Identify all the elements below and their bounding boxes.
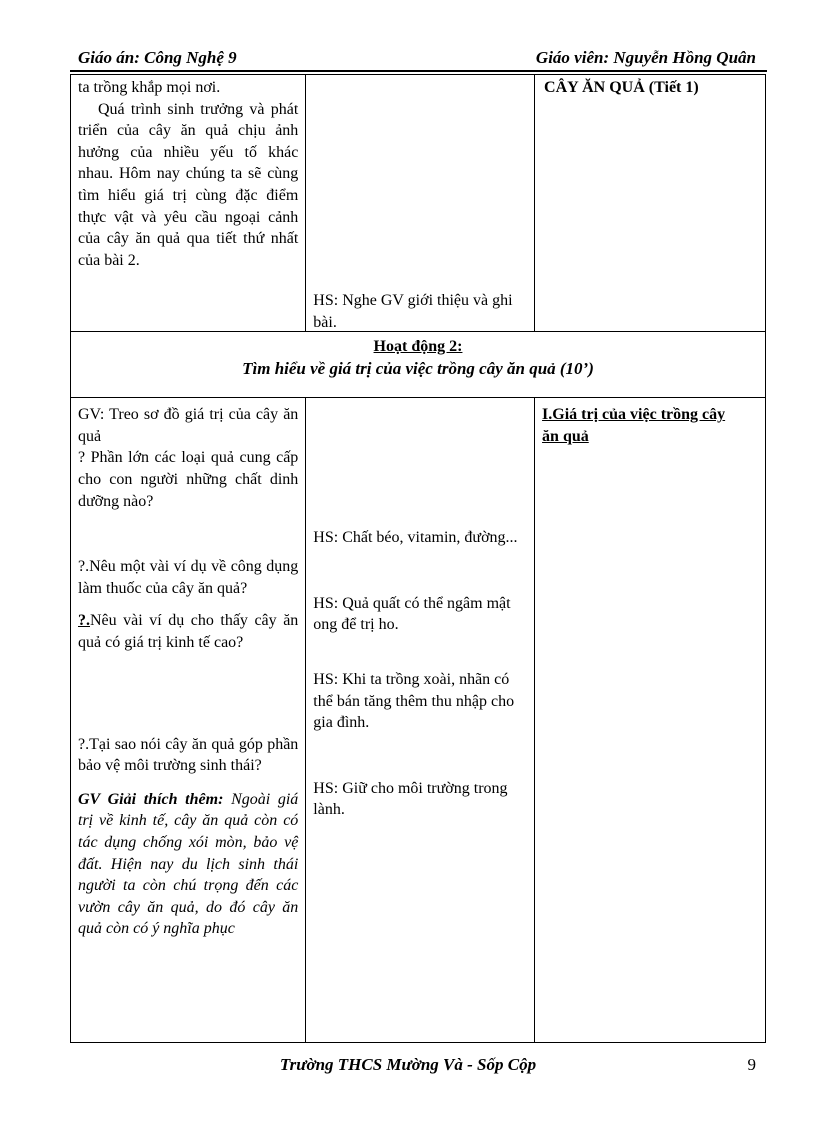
teacher-activity-cell	[71, 75, 306, 332]
intro-paragraph: Quá trình sinh trưởng và phát triển của cây ăn quả chịu ảnh hưởng của nhiều yếu tố khác nhau. Hôm nay chúng ta sẽ cùng tìm hiểu giá trị cùng đặc điểm thực vật và yêu cầu ngoại cảnh của cây ăn quả qua tiết thứ nhất của bài 2.	[78, 100, 299, 269]
student-activity-cell	[306, 75, 535, 332]
header-teacher: Giáo viên: Nguyễn Hồng Quân	[535, 48, 756, 67]
teacher-note-label: GV Giải thích thêm:	[78, 790, 224, 808]
question-3	[78, 610, 298, 653]
student-activity-cell	[306, 398, 535, 1043]
answer-2: HS: Quả quất có thể ngâm mật ong để trị ho.	[313, 594, 511, 634]
teacher-note-text: Ngoài giá trị về kinh tế, cây ăn quả còn có tác dụng chống xói mòn, bảo vệ đất. Hiện nay du lịch sinh thái người ta còn chú trọng đến các vườn cây ăn quả, do đó cây ăn quả còn có ý nghĩa phục	[78, 790, 299, 938]
content-cell	[535, 75, 766, 332]
answer-4: HS: Giữ cho môi trường trong lành.	[313, 779, 508, 819]
footer-school: Trường THCS Mường Và - Sốp Cộp	[279, 1055, 537, 1074]
question-1: ? Phần lớn các loại quả cung cấp cho con người những chất dinh dưỡng nào?	[78, 449, 299, 510]
table-row	[71, 75, 766, 332]
activity-header	[71, 332, 766, 398]
page-number: 9	[747, 1055, 756, 1074]
question-3-text: Nêu vài ví dụ cho thấy cây ăn quả có giá trị kinh tế cao?	[78, 612, 299, 651]
lesson-title: CÂY ĂN QUẢ (Tiết 1)	[544, 79, 699, 96]
intro-line: ta trồng khắp mọi nơi.	[78, 79, 221, 96]
header-rule	[70, 70, 767, 72]
question-2: ?.Nêu một vài ví dụ về công dụng làm thuốc của cây ăn quả?	[78, 558, 299, 597]
content-cell	[535, 398, 766, 1043]
answer-3: HS: Khi ta trồng xoài, nhãn có thể bán tăng thêm thu nhập cho gia đình.	[313, 670, 515, 732]
table-row	[71, 398, 766, 1043]
activity-label: Hoạt động 2:	[373, 338, 463, 355]
teacher-note	[78, 789, 298, 940]
answer-1: HS: Chất béo, vitamin, đường...	[313, 529, 518, 547]
header-subject: Giáo án: Công Nghệ 9	[78, 48, 237, 67]
lesson-table	[70, 74, 766, 1043]
section-heading: I.Giá trị của việc trồng cây ăn quả	[542, 406, 726, 445]
activity-title: Tìm hiểu về giá trị của việc trồng cây ăn quả (10’)	[242, 358, 594, 378]
activity-row	[71, 332, 766, 398]
question-4: ?.Tại sao nói cây ăn quả góp phần bảo vệ môi trường sinh thái?	[78, 735, 299, 775]
student-response: HS: Nghe GV giới thiệu và ghi bài.	[313, 292, 513, 331]
teacher-intro: GV: Treo sơ đồ giá trị của cây ăn quả	[78, 406, 299, 445]
teacher-activity-cell	[71, 398, 306, 1043]
question-3-mark: ?.	[78, 612, 90, 630]
